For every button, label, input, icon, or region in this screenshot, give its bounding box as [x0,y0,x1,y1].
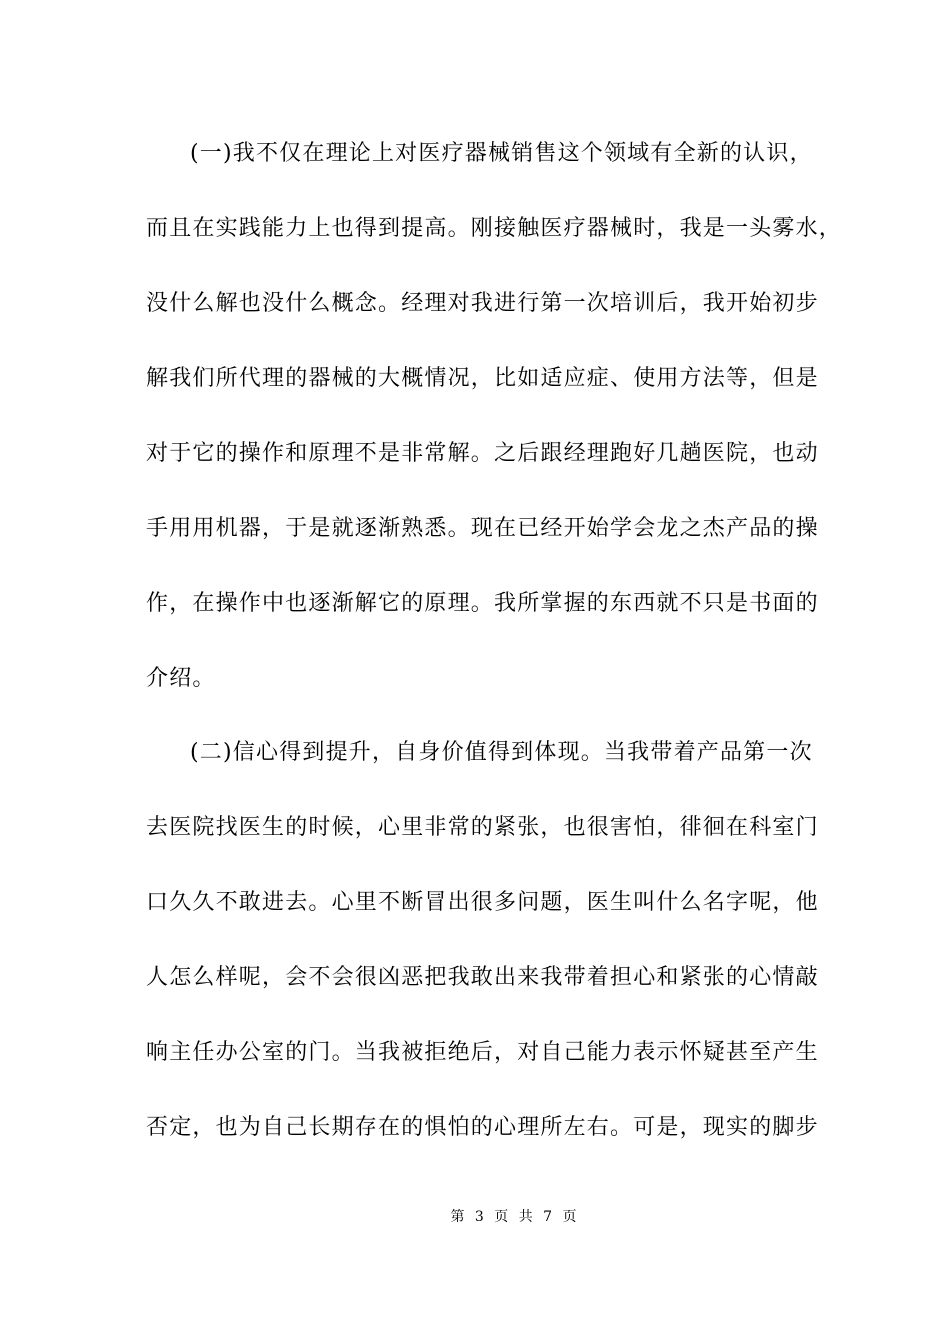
text-line: 人怎么样呢，会不会很凶恶把我敢出来我带着担心和紧张的心情敲 [146,965,819,990]
text-line: 响主任办公室的门。当我被拒绝后，对自己能力表示怀疑甚至产生 [146,1040,819,1065]
text-line: 口久久不敢进去。心里不断冒出很多问题，医生叫什么名字呢，他 [146,890,819,915]
text-line: 而且在实践能力上也得到提高。刚接触医疗器械时，我是一头雾水， [146,216,843,241]
text-line: 手用用机器，于是就逐渐熟悉。现在已经开始学会龙之杰产品的操 [146,516,819,541]
text-line: (一)我不仅在理论上对医疗器械销售这个领域有全新的认识， [190,141,813,166]
text-line: 对于它的操作和原理不是非常解。之后跟经理跑好几趟医院，也动 [146,441,819,466]
text-line: (二)信心得到提升，自身价值得到体现。当我带着产品第一次 [190,740,813,765]
text-line: 去医院找医生的时候，心里非常的紧张，也很害怕，徘徊在科室门 [146,815,819,840]
text-line: 介绍。 [146,666,216,691]
text-line: 解我们所代理的器械的大概情况，比如适应症、使用方法等，但是 [146,366,819,391]
page-number-footer: 第 3 页 共 7 页 [450,1209,580,1225]
text-line: 没什么解也没什么概念。经理对我进行第一次培训后，我开始初步 [146,291,819,316]
text-line: 作，在操作中也逐渐解它的原理。我所掌握的东西就不只是书面的 [146,591,819,616]
text-line: 否定，也为自己长期存在的惧怕的心理所左右。可是，现实的脚步 [146,1115,819,1140]
